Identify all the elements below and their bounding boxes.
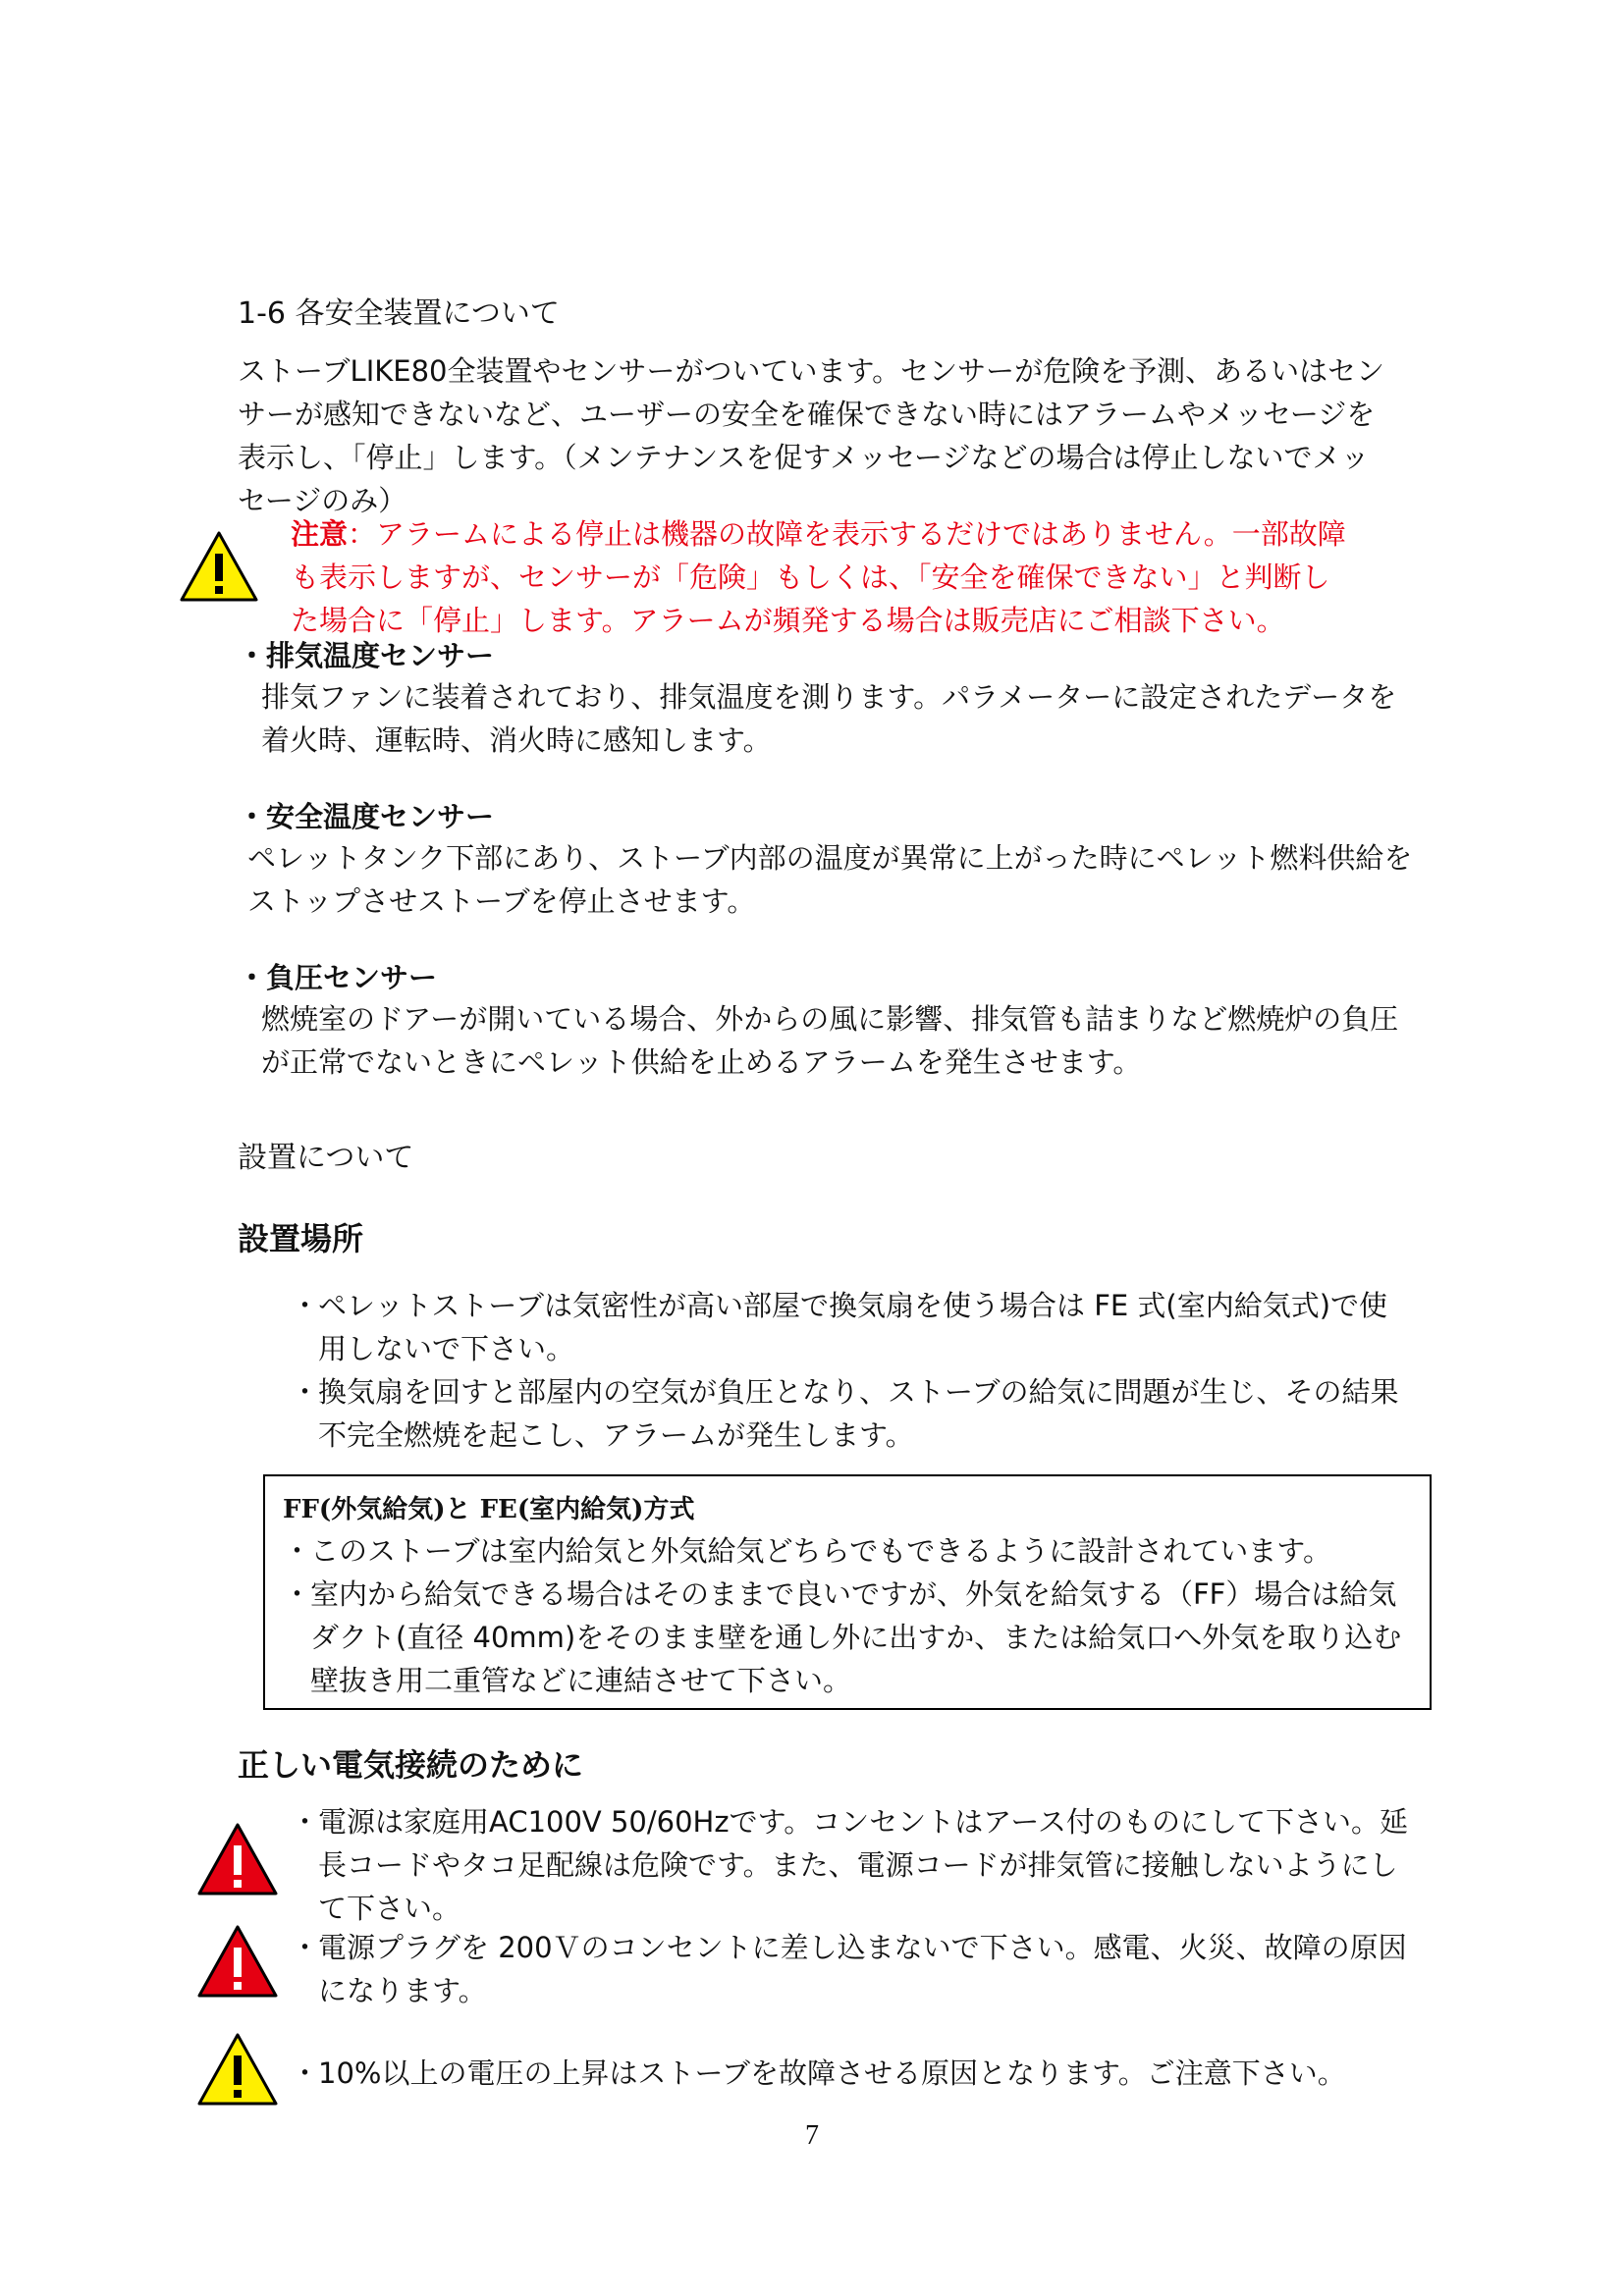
sensor-title: ・安全温度センサー	[238, 800, 495, 833]
danger-icon	[196, 1924, 279, 1999]
install-place-heading: 設置場所	[238, 1220, 364, 1257]
section-title: 1-6 各安全装置について	[238, 296, 560, 331]
bullet-mark: ・	[283, 1534, 312, 1568]
sensor-text: 燃焼室のドアーが開いている場合、外からの風に影響、排気管も詰まりなど燃焼炉の負圧が正常でないときにペレット供給を止めるアラームを発生させます。	[261, 1002, 1399, 1079]
bullet-mark: ・	[283, 1577, 312, 1611]
caution-icon	[196, 2032, 279, 2107]
sensor-negative-pressure	[238, 958, 1416, 1084]
list-item: ・ 室内から給気できる場合はそのままで良いですが、外気を給気する（FF）場合は給気ダクト(直径 40mm)をそのまま壁を通し外に出すか、または給気口へ外気を取り込む壁抜き用二重管などに連結させて下さい。	[283, 1573, 1412, 1702]
caution-label: 注意	[291, 517, 349, 551]
sensor-text: 排気ファンに装着されており、排気温度を測ります。パラメーターに設定されたデータを着火時、運転時、消火時に感知します。	[261, 680, 1397, 757]
list-item: ・ ペレットストーブは気密性が高い部屋で換気扇を使う場合は FE 式(室内給気式)で使用しないで下さい。	[291, 1284, 1410, 1370]
sensor-exhaust	[238, 636, 1416, 762]
caution-icon	[179, 530, 259, 603]
list-item: ・ 10%以上の電圧の上昇はストーブを故障させる原因となります。ご注意下さい。	[291, 2052, 1410, 2095]
list-item: ・ このストーブは室内給気と外気給気どちらでもできるように設計されています。	[283, 1529, 1412, 1573]
page-number: 7	[805, 2120, 819, 2151]
sensor-title: ・排気温度センサー	[238, 639, 495, 672]
caution-message	[291, 512, 1351, 642]
box-title: FF(外気給気)と FE(室内給気)方式	[283, 1495, 695, 1524]
danger-icon	[196, 1822, 279, 1896]
install-bullets	[291, 1284, 1410, 1457]
bullet-mark: ・	[291, 1289, 320, 1322]
list-item: ・ 電源プラグを 200Ｖのコンセントに差し込まないで下さい。感電、火災、故障の原因になります。	[291, 1926, 1410, 2012]
list-item: ・ 電源は家庭用AC100V 50/60Hzです。コンセントはアース付のものにして下さい。延長コードやタコ足配線は危険です。また、電源コードが排気管に接触しないようにして下さい。	[291, 1800, 1410, 1930]
bullet-mark: ・	[291, 1931, 320, 1964]
list-item: ・ 換気扇を回すと部屋内の空気が負圧となり、ストーブの給気に問題が生じ、その結果不完全燃焼を起こし、アラームが発生します。	[291, 1370, 1410, 1457]
install-heading: 設置について	[238, 1141, 414, 1175]
bullet-mark: ・	[291, 1805, 320, 1839]
caution-text: ：アラームによる停止は機器の故障を表示するだけではありません。一部故障も表示しますが、センサーが「危険」もしくは、「安全を確保できない」と判断した場合に「停止」します。アラームが頻発する場合は販売店にご相談下さい。	[291, 517, 1346, 637]
bullet-mark: ・	[291, 1375, 320, 1409]
sensor-title: ・負圧センサー	[238, 961, 438, 994]
sensor-safety	[238, 797, 1416, 923]
intro-paragraph: ストーブLIKE80全装置やセンサーがついています。センサーが危険を予測、あるいはセンサーが感知できないなど、ユーザーの安全を確保できない時にはアラームやメッセージを表示し、「停止」します。（メンテナンスを促すメッセージなどの場合は停止しないでメッセージのみ）	[238, 354, 1385, 517]
sensor-text: ペレットタンク下部にあり、ストーブ内部の温度が異常に上がった時にペレット燃料供給をストップさせストーブを停止させます。	[247, 841, 1413, 918]
ff-fe-info-box	[263, 1474, 1432, 1710]
electric-heading: 正しい電気接続のために	[238, 1746, 584, 1784]
bullet-mark: ・	[291, 2056, 320, 2090]
